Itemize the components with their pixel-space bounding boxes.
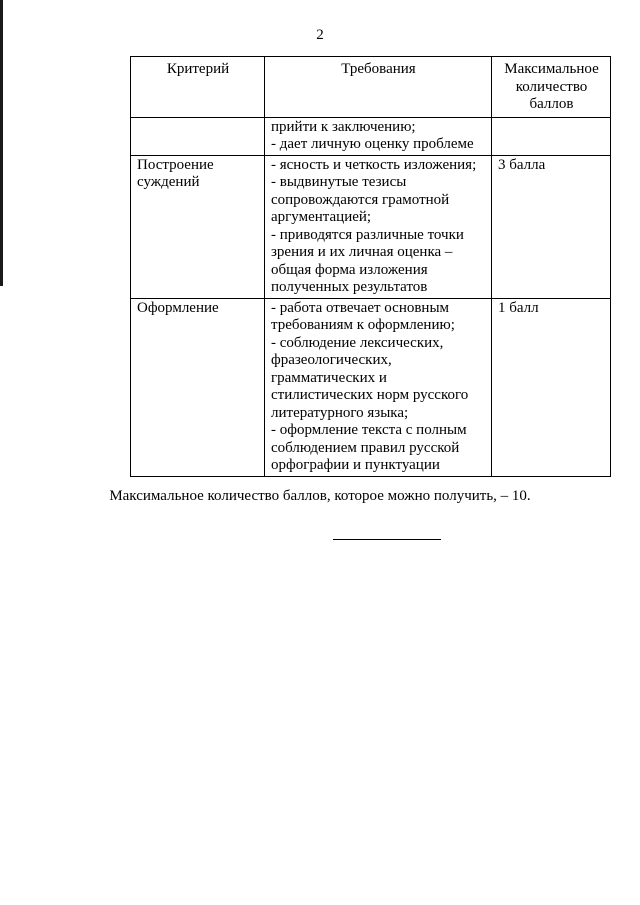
header-max-points-line: количество	[515, 78, 588, 95]
criterion-cell	[131, 155, 265, 298]
requirement-line: зрения и их личная оценка –	[271, 244, 453, 260]
points-cell	[492, 117, 611, 155]
points-cell: 1 балл	[492, 298, 611, 476]
points-cell: 3 балла	[492, 155, 611, 298]
requirements-cell	[265, 298, 492, 476]
requirement-line: - работа отвечает основным	[271, 299, 450, 316]
max-points-summary: Максимальное количество баллов, которое можно получить, – 10.	[109, 488, 531, 504]
requirement-line: стилистических норм русского	[271, 387, 469, 403]
requirement-line: грамматических и	[271, 369, 387, 386]
requirement-line: - соблюдение лексических,	[271, 334, 444, 351]
closing-rule	[333, 539, 441, 540]
requirement-line: аргументацией;	[271, 209, 372, 225]
requirement-line: требованиям к оформлению;	[271, 317, 455, 333]
requirement-line: - ясность и четкость изложения;	[271, 156, 477, 173]
requirement-line: - оформление текста с полным	[271, 422, 467, 438]
header-requirements: Требования	[265, 57, 492, 118]
criterion-line: Оформление	[137, 299, 219, 316]
requirement-line: фразеологических,	[271, 352, 392, 368]
requirements-cell	[265, 155, 492, 298]
requirement-line: полученных результатов	[271, 279, 428, 295]
page-number: 2	[316, 27, 324, 43]
requirement-line: - дает личную оценку проблеме	[271, 136, 474, 152]
requirement-line: орфографии и пунктуации	[271, 457, 440, 473]
table-row	[131, 117, 611, 155]
header-max-points	[492, 57, 611, 118]
criteria-table	[130, 56, 611, 477]
criterion-line: суждений	[137, 174, 200, 190]
criterion-cell	[131, 117, 265, 155]
requirement-line: общая форма изложения	[271, 261, 428, 278]
requirement-line: прийти к заключению;	[271, 118, 416, 135]
requirement-line: литературного языка;	[271, 404, 409, 421]
header-max-points-line: Максимальное	[504, 61, 599, 77]
criterion-cell	[131, 298, 265, 476]
table-header-row	[131, 57, 611, 118]
requirement-line: - приводятся различные точки	[271, 226, 464, 243]
requirements-cell	[265, 117, 492, 155]
criterion-line: Построение	[137, 156, 214, 173]
requirement-line: - выдвинутые тезисы	[271, 174, 407, 190]
requirement-line: соблюдением правил русской	[271, 439, 460, 456]
table-row	[131, 298, 611, 476]
requirement-line: сопровождаются грамотной	[271, 191, 450, 208]
header-max-points-line: баллов	[529, 96, 574, 112]
table-row	[131, 155, 611, 298]
header-criterion: Критерий	[131, 57, 265, 118]
